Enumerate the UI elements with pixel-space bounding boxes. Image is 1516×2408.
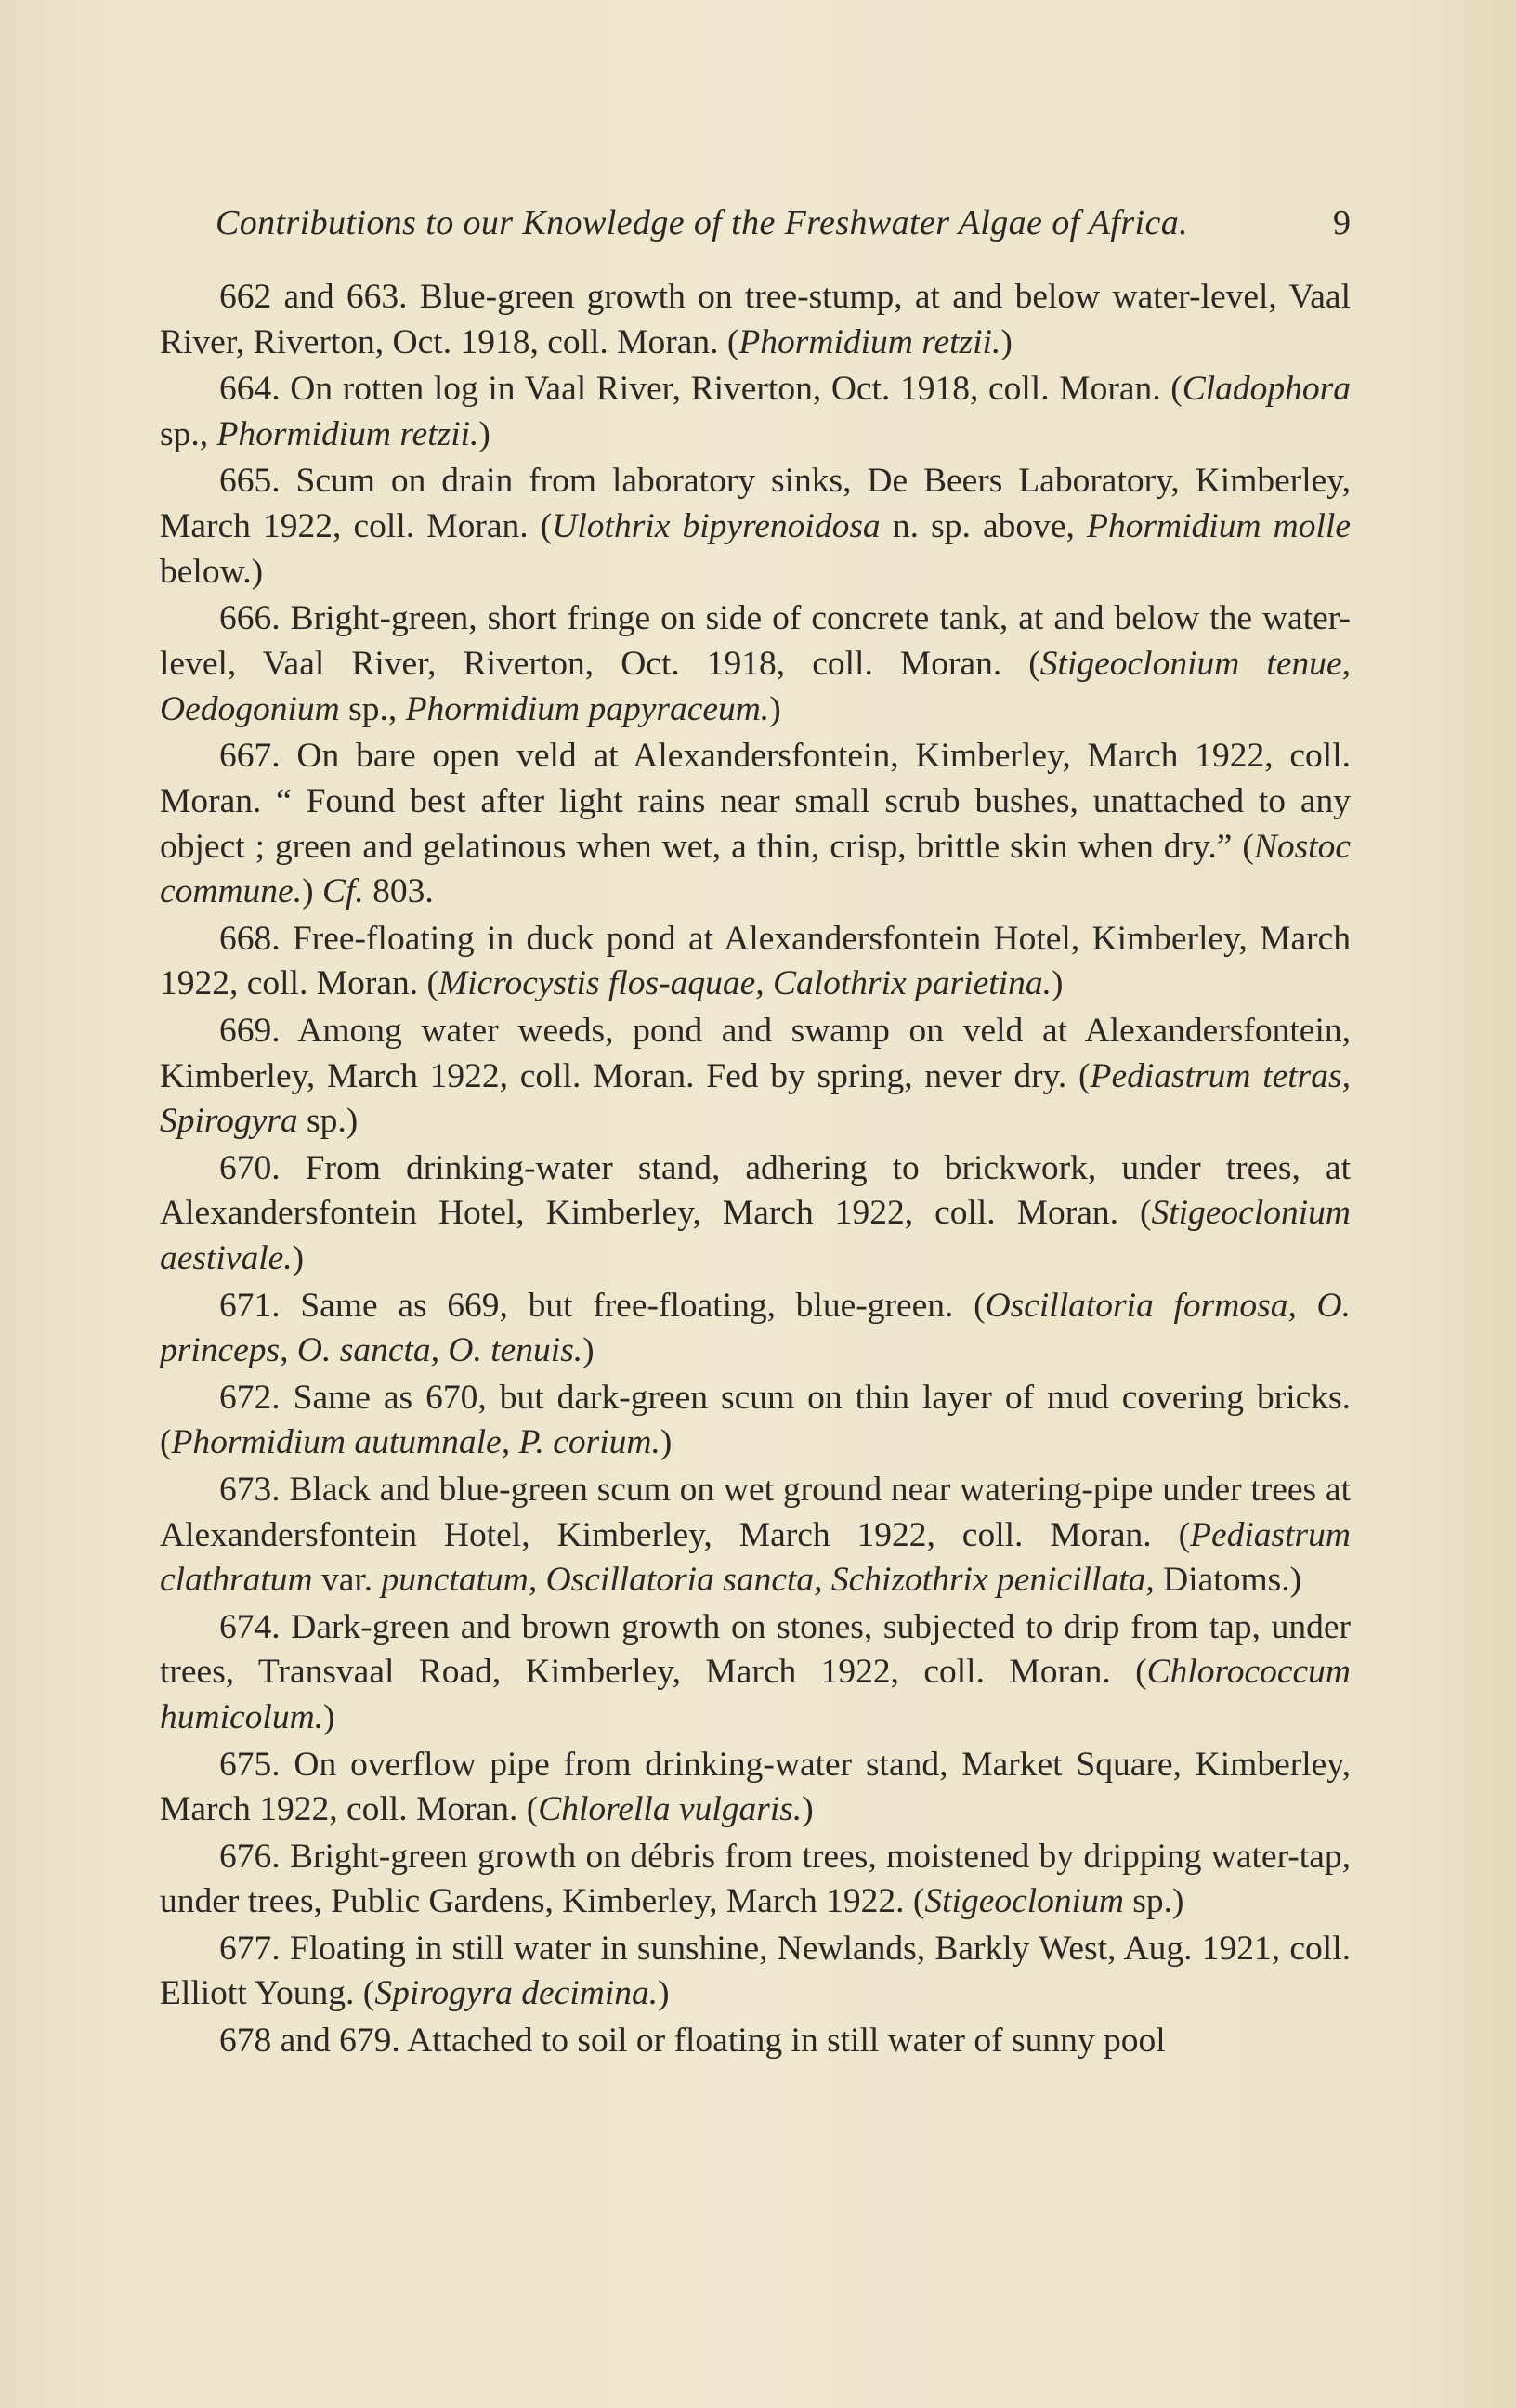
entry-text: var. bbox=[312, 1561, 382, 1600]
entry-text: ) bbox=[1000, 322, 1013, 361]
specimen-entry bbox=[160, 1835, 1351, 1926]
entry-text: ) bbox=[478, 414, 490, 453]
taxon-name: Cladophora bbox=[1182, 370, 1351, 409]
entry-number: 666. bbox=[219, 599, 281, 638]
taxon-name: Ulothrix bipyrenoidosa bbox=[552, 506, 881, 545]
entry-number: 662 and 663. bbox=[219, 278, 408, 316]
entry-text: ) bbox=[292, 1239, 305, 1278]
entry-text: ) bbox=[769, 689, 781, 728]
entry-text: ) bbox=[802, 1790, 814, 1829]
specimen-entry bbox=[160, 275, 1351, 366]
entry-number: 670. bbox=[219, 1148, 281, 1187]
entry-text: Among water weeds, pond and swamp on veld at Alexandersfontein, Kimberley, March 1922, coll. Moran. Fed by spring, never dry. ( bbox=[160, 1011, 1351, 1095]
specimen-entry bbox=[160, 1605, 1351, 1741]
taxon-name: Phormidium molle bbox=[1087, 506, 1351, 545]
entry-text: ) bbox=[582, 1331, 595, 1370]
entry-text: Free-floating in duck pond at Alexandersfontein Hotel, Kimberley, March 1922, coll. Moran. ( bbox=[160, 919, 1351, 1003]
entry-text: Same as 669, but free-floating, blue-green. ( bbox=[280, 1286, 986, 1325]
entry-number: 672. bbox=[219, 1378, 281, 1417]
page-header bbox=[216, 203, 1351, 249]
specimen-entry bbox=[160, 367, 1351, 458]
taxon-name: Microcystis flos-aquae, Calothrix parietina. bbox=[438, 964, 1052, 1003]
entry-text: ) bbox=[302, 872, 322, 911]
taxon-name: punctatum, Oscillatoria sancta, Schizothrix penicillata, bbox=[381, 1561, 1155, 1600]
specimen-entry bbox=[160, 2019, 1351, 2064]
taxon-name: Spirogyra decimina. bbox=[374, 1974, 659, 2013]
taxon-name: Chlorococcum humicolum. bbox=[160, 1653, 1351, 1737]
entry-text: n. sp. above, bbox=[880, 506, 1088, 545]
entry-text: 803. bbox=[363, 872, 434, 911]
entry-text: Bright-green growth on débris from trees, moistened by dripping water-tap, under trees, Public Gardens, Kimberley, March 1922. ( bbox=[160, 1837, 1351, 1921]
taxon-name: Phormidium papyraceum. bbox=[405, 689, 770, 728]
entry-text: ) bbox=[323, 1698, 335, 1737]
entry-text: below.) bbox=[160, 552, 264, 591]
taxon-name: Oscillatoria formosa, O. princeps, O. sancta, O. tenuis. bbox=[160, 1286, 1351, 1370]
specimen-entry bbox=[160, 1009, 1351, 1145]
entry-text: Bright-green, short fringe on side of concrete tank, at and below the water-level, Vaal River, Riverton, Oct. 1918, coll. Moran. ( bbox=[160, 599, 1351, 683]
taxon-name: Nostoc commune. bbox=[160, 827, 1351, 911]
entry-number: 671. bbox=[219, 1286, 281, 1325]
entry-text: sp.) bbox=[1123, 1882, 1184, 1921]
entry-text: sp.) bbox=[297, 1102, 359, 1141]
page-number: 9 bbox=[1333, 203, 1351, 242]
entry-text: Dark-green and brown growth on stones, subjected to drip from tap, under trees, Transvaal Road, Kimberley, March 1922, coll. Moran. ( bbox=[160, 1607, 1351, 1692]
entry-text: Floating in still water in sunshine, Newlands, Barkly West, Aug. 1921, coll. Elliott Young. ( bbox=[160, 1929, 1351, 2013]
entry-text: On rotten log in Vaal River, Riverton, Oct. 1918, coll. Moran. ( bbox=[280, 370, 1183, 409]
entry-text: From drinking-water stand, adhering to brickwork, under trees, at Alexandersfontein Hotel, Kimberley, March 1922, coll. Moran. ( bbox=[160, 1148, 1351, 1233]
entry-text: sp., bbox=[160, 414, 217, 453]
entry-text: ) bbox=[660, 1423, 673, 1462]
entry-number: 665. bbox=[219, 462, 281, 501]
taxon-name: Cf. bbox=[321, 872, 364, 911]
specimen-entry bbox=[160, 917, 1351, 1008]
taxon-name: Pediastrum clathratum bbox=[160, 1515, 1351, 1600]
specimen-entry bbox=[160, 459, 1351, 595]
specimen-entry bbox=[160, 1376, 1351, 1467]
entry-text: Same as 670, but dark-green scum on thin layer of mud covering bricks. ( bbox=[160, 1378, 1351, 1462]
entry-text: Black and blue-green scum on wet ground near watering-pipe under trees at Alexandersfontein Hotel, Kimberley, March 1922, coll. Moran. ( bbox=[160, 1470, 1351, 1554]
entry-text: Attached to soil or floating in still water of sunny pool bbox=[399, 2021, 1166, 2060]
entry-text: Diatoms.) bbox=[1154, 1561, 1302, 1600]
taxon-name: Phormidium retzii. bbox=[738, 322, 1001, 361]
specimen-entry bbox=[160, 734, 1351, 915]
entry-number: 676. bbox=[219, 1837, 281, 1876]
entry-number: 667. bbox=[219, 736, 281, 775]
entry-text: ) bbox=[658, 1974, 670, 2013]
entry-text: ) bbox=[1051, 964, 1064, 1003]
taxon-name: Chlorella vulgaris. bbox=[538, 1790, 803, 1829]
entry-number: 678 and 679. bbox=[219, 2021, 400, 2060]
entry-number: 669. bbox=[219, 1011, 281, 1050]
specimen-entry bbox=[160, 1284, 1351, 1375]
taxon-name: Phormidium autumnale, P. corium. bbox=[171, 1423, 660, 1462]
entry-text: Scum on drain from laboratory sinks, De Beers Laboratory, Kimberley, March 1922, coll. Moran. ( bbox=[160, 462, 1351, 545]
entry-number: 668. bbox=[219, 919, 281, 958]
specimen-entry bbox=[160, 1468, 1351, 1603]
entry-text: sp., bbox=[339, 689, 406, 728]
entry-number: 675. bbox=[219, 1745, 281, 1784]
entry-number: 673. bbox=[219, 1470, 281, 1509]
running-title: Contributions to our Knowledge of the Freshwater Algae of Africa. bbox=[216, 203, 1189, 242]
specimen-entry bbox=[160, 1927, 1351, 2018]
entries-list bbox=[160, 275, 1351, 2065]
entry-number: 677. bbox=[219, 1929, 281, 1968]
entry-number: 664. bbox=[219, 370, 281, 409]
entry-text: On bare open veld at Alexandersfontein, Kimberley, March 1922, coll. Moran. “ Found best after light rains near small scrub bushes, unattached to any object ; green and gelatinous when wet, a thin, crisp, brittle skin when dry.” ( bbox=[160, 736, 1351, 866]
entry-text: Blue-green growth on tree-stump, at and below water-level, Vaal River, Riverton, Oct. 1918, coll. Moran. ( bbox=[160, 278, 1351, 361]
specimen-entry bbox=[160, 1743, 1351, 1834]
specimen-entry bbox=[160, 596, 1351, 732]
entry-number: 674. bbox=[219, 1607, 281, 1646]
entry-text: On overflow pipe from drinking-water stand, Market Square, Kimberley, March 1922, coll. Moran. ( bbox=[160, 1745, 1351, 1829]
taxon-name: Phormidium retzii. bbox=[216, 414, 479, 453]
taxon-name: Stigeoclonium tenue, Oedogonium bbox=[160, 644, 1351, 728]
specimen-entry bbox=[160, 1146, 1351, 1282]
taxon-name: Stigeoclonium aestivale. bbox=[160, 1194, 1351, 1278]
taxon-name: Stigeoclonium bbox=[924, 1882, 1124, 1921]
taxon-name: Pediastrum tetras, Spirogyra bbox=[160, 1056, 1351, 1141]
